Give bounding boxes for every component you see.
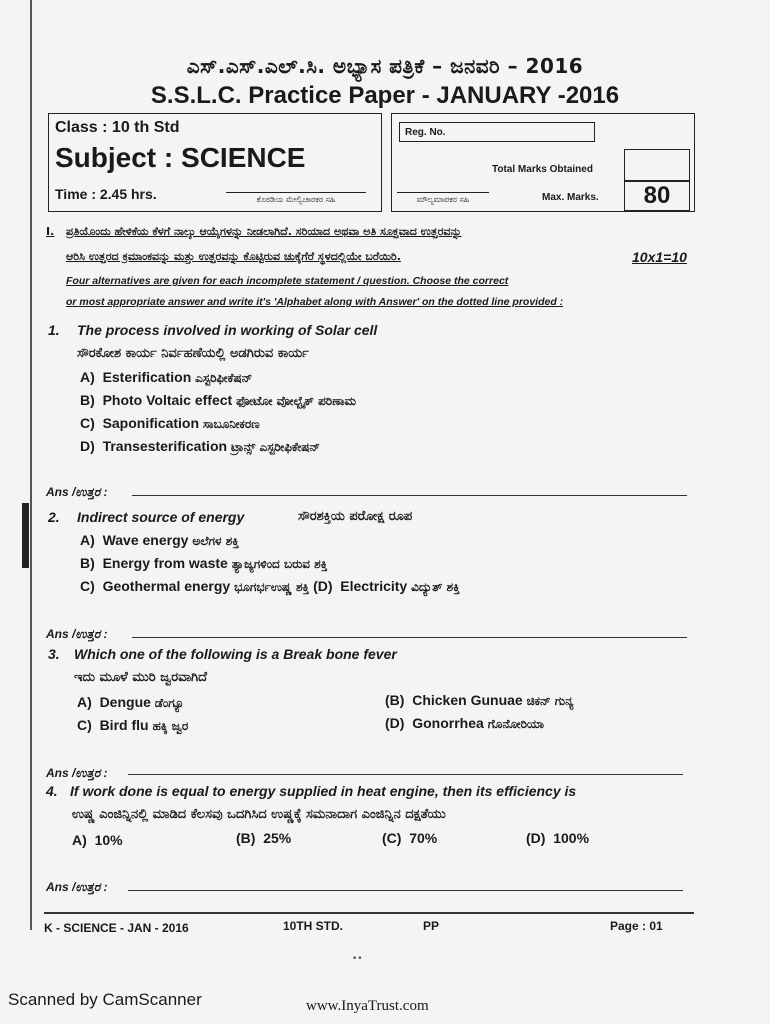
instruction-kannada-1: ಪ್ರತಿಯೊಂದು ಹೇಳಿಕೆಯ ಕೆಳಗೆ ನಾಲ್ಕು ಆಯ್ಕೆಗಳನ್ನು ನೀಡಲಾಗಿದೆ. ಸರಿಯಾದ ಅಥವಾ ಅತಿ ಸೂಕ್ತವಾದ ಉತ್ತರವನ್ನು xyxy=(66,225,462,238)
time-label: Time : 2.45 hrs. xyxy=(55,186,157,202)
answer-line[interactable] xyxy=(132,637,687,638)
marks-box xyxy=(391,113,695,212)
camscanner-label: Scanned by CamScanner xyxy=(8,990,202,1009)
answer-label: Ans /ಉತ್ತರ : xyxy=(46,880,108,894)
question-kannada: ಸೌರಕೋಶ ಕಾರ್ಯ ನಿರ್ವಹಣೆಯಲ್ಲಿ ಅಡಗಿರುವ ಕಾರ್ಯ xyxy=(77,346,309,361)
option: A) 10% xyxy=(72,832,123,848)
answer-line[interactable] xyxy=(128,890,683,891)
question-text: Which one of the following is a Break bone fever xyxy=(74,646,397,662)
question-number: 4. xyxy=(46,783,58,799)
footer-page: Page : 01 xyxy=(610,919,663,933)
option: (D) Gonorrhea ಗೊನೋರಿಯಾ xyxy=(385,715,545,731)
option: C) Bird flu ಹಕ್ಕಿ ಜ್ವರ xyxy=(77,717,189,733)
answer-label: Ans /ಉತ್ತರ : xyxy=(46,627,108,641)
subject-label: Subject : SCIENCE xyxy=(55,142,306,173)
option: B) Energy from waste ತ್ಯಾಜ್ಯಗಳಿಂದ ಬರುವ ಶಕ್ತಿ xyxy=(80,555,328,571)
option: (B) 25% xyxy=(236,830,292,846)
instruction-roman: I. xyxy=(46,225,55,238)
option: A) Wave energy ಅಲೆಗಳ ಶಕ್ತಿ xyxy=(80,532,239,548)
question-number: 3. xyxy=(48,646,60,662)
option: B) Photo Voltaic effect ಫೋಟೋ ವೋಲ್ಟೈಕ್ ಪರಿಣಾಮ xyxy=(80,392,357,408)
instruction-english-1: Four alternatives are given for each incomplete statement / question. Choose the correct xyxy=(66,275,509,287)
kannada-title: ಎಸ್.ಎಸ್.ಎಲ್.ಸಿ. ಅಭ್ಯಾಸ ಪತ್ರಿಕೆ – ಜನವರಿ – 2016 xyxy=(186,54,584,78)
question-kannada: ಉಷ್ಣ ಎಂಜಿನ್ನಿನಲ್ಲಿ ಮಾಡಿದ ಕೆಲಸವು ಒದಗಿಸಿದ ಉಷ್ಣಕ್ಕೆ ಸಮನಾದಾಗ ಎಂಜಿನ್ನಿನ ದಕ್ಷತೆಯು xyxy=(72,807,446,822)
footer-divider xyxy=(44,912,694,914)
question-kannada: ಇದು ಮೂಳೆ ಮುರಿ ಜ್ವರವಾಗಿದೆ xyxy=(74,670,208,685)
reg-no-field[interactable]: Reg. No. xyxy=(399,122,595,142)
max-marks-label: Max. Marks. xyxy=(542,192,599,203)
section-marks: 10x1=10 xyxy=(632,249,687,265)
website-url[interactable]: www.InyaTrust.com xyxy=(306,998,429,1014)
answer-line[interactable] xyxy=(128,774,683,775)
option: D) Transesterification ಟ್ರಾನ್ಸ್ ಎಸ್ಟರೀಫಿಕೇಷನ್ xyxy=(80,438,320,454)
english-title: S.S.L.C. Practice Paper - JANUARY -2016 xyxy=(150,82,620,109)
footer-std: 10TH STD. xyxy=(283,919,344,933)
valuer-signature: ಮೌಲ್ಯಮಾಪಕರ ಸಹಿ xyxy=(397,192,489,205)
option: (B) Chicken Gunuae ಚಿಕನ್ ಗುನ್ಯ xyxy=(385,692,574,708)
max-marks-value: 80 xyxy=(624,181,690,211)
instruction-english-2: or most appropriate answer and write it's 'Alphabet along with Answer' on the dotted line provided : xyxy=(66,296,564,308)
footer-pp: PP xyxy=(423,919,440,933)
option: C) Saponification ಸಾಬೂನೀಕರಣ xyxy=(80,415,260,431)
option: (C) 70% xyxy=(382,830,438,846)
question-number: 2. xyxy=(48,509,60,525)
question-text: The process involved in working of Solar cell xyxy=(77,322,378,338)
option: (D) 100% xyxy=(526,830,590,846)
question-text: If work done is equal to energy supplied in heat engine, then its efficiency is xyxy=(70,783,577,799)
option: A) Esterification ಎಸ್ಟರಿಫೀಕೆಷನ್ xyxy=(80,369,253,385)
answer-label: Ans /ಉತ್ತರ : xyxy=(46,766,108,780)
total-marks-field[interactable] xyxy=(624,149,690,181)
instruction-kannada-2: ಆರಿಸಿ ಉತ್ತರದ ಕ್ರಮಾಂಕವನ್ನು ಮತ್ತು ಉತ್ತರವನ್ನು ಕೊಟ್ಟಿರುವ ಚುಕ್ಕೆಗೆರೆ ಸ್ಥಳದಲ್ಲಿಯೇ ಬರೆಯಿರಿ. xyxy=(66,250,401,263)
class-label: Class : 10 th Std xyxy=(55,119,180,136)
option: A) Dengue ಡೆಂಗ್ಯೂ xyxy=(77,694,185,710)
left-margin-line xyxy=(30,0,32,930)
total-marks-label: Total Marks Obtained xyxy=(492,164,593,175)
option: C) Geothermal energy ಭೂಗರ್ಭಉಷ್ಣ ಶಕ್ತಿ (D) Electricity ವಿದ್ಯುತ್ ಶಕ್ತಿ xyxy=(80,578,460,594)
left-scan-mark xyxy=(22,503,29,568)
invigilator-signature: ಕೊಠಡಿಯ ಮೇಲ್ವಿಚಾರಕರ ಸಹಿ xyxy=(226,192,366,205)
answer-label: Ans /ಉತ್ತರ : xyxy=(46,485,108,499)
question-number: 1. xyxy=(48,322,60,338)
info-box xyxy=(48,113,382,212)
question-kannada: ಸೌರಶಕ್ತಿಯ ಪರೋಕ್ಷ ರೂಪ xyxy=(298,509,413,524)
footer-subject: K - SCIENCE - JAN - 2016 xyxy=(44,921,189,935)
footer-dots: •• xyxy=(352,954,363,964)
question-text: Indirect source of energy xyxy=(77,509,245,525)
answer-line[interactable] xyxy=(132,495,687,496)
